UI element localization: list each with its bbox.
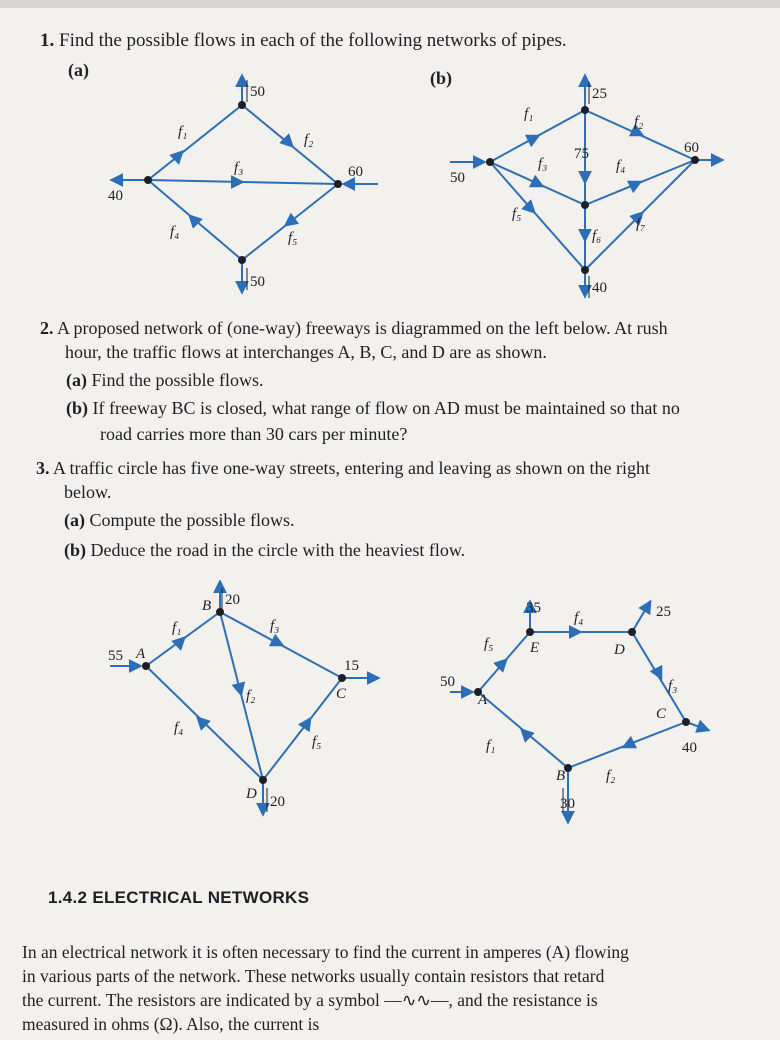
value-E: 35 [526,600,541,616]
q2-part-b: (b) If freeway BC is closed, what range of flow on AD must be maintained so that no [66,398,680,418]
edge-f4 [146,666,263,780]
value-D: 25 [656,604,671,620]
value-A-in: 55 [108,648,123,664]
label-f5: f₅ [484,636,494,652]
question-text: Find the possible flows in each of the following networks of pipes. [59,30,567,51]
edge-f4 [148,180,242,260]
arrow-f1 [180,152,182,154]
pipe-network-a [100,70,400,310]
question-2 [40,318,668,339]
arrow-D-out [632,602,650,632]
value-left: 40 [108,188,123,204]
arrow-f1 [536,136,538,137]
value-left: 50 [450,170,465,186]
value-A-in: 50 [440,674,455,690]
question-number: 1. [40,30,55,51]
value-C-out: 15 [344,658,359,674]
edge-f3 [148,180,338,184]
node-A [142,662,150,670]
value-B-out: 20 [225,592,240,608]
value-right: 60 [684,140,699,156]
label-f2: f₂ [246,688,256,704]
traffic-circle-network [430,580,730,840]
label-f4: f₄ [574,610,584,626]
arrow-f4 [190,216,192,218]
arrow-f3 [540,185,542,186]
freeway-network [100,580,400,830]
label-f1: f₁ [178,124,188,140]
node-top [238,101,246,109]
part-a-label: (a) [68,60,89,80]
node-D [628,628,636,636]
arrow-f2 [624,746,626,747]
label-f2: f₂ [606,768,616,784]
label-f3: f₃ [538,156,548,172]
node-D [259,776,267,784]
edge-f1 [148,105,242,180]
question-text-line2: below. [64,482,112,502]
part-b-label: (b) [430,68,452,88]
node-right [334,180,342,188]
value-right: 60 [348,164,363,180]
node-B [564,764,572,772]
arrow-f3 [660,676,661,678]
node-B [216,608,224,616]
label-D: D [614,642,625,658]
value-D-out: 20 [270,794,285,810]
label-f4: f₄ [174,720,184,736]
question-text-line1: A proposed network of (one-way) freeways is diagrammed on the left below. At rush [57,318,668,338]
arrow-f5 [286,222,290,225]
q3-part-a: (a) Compute the possible flows. [64,510,295,530]
section-heading: 1.4.2 ELECTRICAL NETWORKS [48,888,310,907]
paragraph-line-1: In an electrical network it is often necessary to find the current in amperes (A) flowing [22,942,629,962]
arrow-f5 [532,210,534,212]
arrow-f4 [198,718,200,720]
value-top: 50 [250,84,265,100]
label-f6: f₆ [592,228,602,244]
pipe-network-b [440,70,730,310]
arrow-f1 [522,730,524,732]
label-f5: f₅ [312,734,322,750]
node-C [338,674,346,682]
label-f2: f₂ [304,132,314,148]
edge-f2 [568,722,686,768]
label-A: A [478,692,488,708]
question-3 [36,458,650,479]
node-right [691,156,699,164]
value-B: 30 [560,796,575,812]
label-B: B [556,768,566,784]
node-middle [581,201,589,209]
question-number: 3. [36,458,50,478]
question-text-line2: hour, the traffic flows at interchanges A, B, C, and D are as shown. [65,342,547,362]
label-f1: f₁ [524,106,534,122]
label-B: B [202,598,212,614]
value-center: 75 [574,146,589,162]
arrow-f1 [182,638,184,640]
value-bottom: 50 [250,274,265,290]
label-C: C [336,686,347,702]
label-E: E [530,640,540,656]
arrow-f5 [504,660,506,662]
clipped-header [0,0,780,8]
node-top [581,106,589,114]
label-f3: f₃ [270,618,280,634]
question-number: 2. [40,318,54,338]
edge-f5 [263,678,342,780]
question-text-line1: A traffic circle has five one-way streets, entering and leaving as shown on the right [53,458,650,478]
label-D: D [246,786,257,802]
question-1 [40,30,567,52]
arrow-f3 [280,644,282,645]
paragraph-line-2: in various parts of the network. These networks usually contain resistors that retard [22,966,605,986]
arrow-f7 [640,213,642,215]
label-C: C [656,706,667,722]
label-f7: f₇ [636,216,646,232]
node-left [486,158,494,166]
node-E [526,628,534,636]
arrow-f2 [240,690,241,694]
node-C [682,718,690,726]
paragraph-line-3: the current. The resistors are indicated by a symbol —∿∿—, and the resistance is [22,990,598,1010]
q2-part-b-line2: road carries more than 30 cars per minute? [100,424,408,444]
node-left [144,176,152,184]
label-f2: f₂ [634,114,644,130]
value-bottom: 40 [592,280,607,296]
edge-f2 [220,612,263,780]
arrow-f2 [640,134,642,135]
label-f1: f₁ [172,620,182,636]
node-bottom [581,266,589,274]
label-f5: f₅ [288,230,298,246]
q2-part-a: (a) Find the possible flows. [66,370,264,390]
label-f3: f₃ [234,160,244,176]
label-f5: f₅ [512,206,522,222]
paragraph-line-4: measured in ohms (Ω). Also, the current is [22,1014,320,1034]
node-bottom [238,256,246,264]
label-f4: f₄ [616,158,626,174]
q3-part-b: (b) Deduce the road in the circle with the heaviest flow. [64,540,466,560]
value-C: 40 [682,740,697,756]
arrow-f5 [308,719,310,722]
label-A: A [136,646,146,662]
label-f4: f₄ [170,224,180,240]
label-f1: f₁ [486,738,496,754]
value-top: 25 [592,86,607,102]
edge-f5 [490,162,585,270]
label-f3: f₃ [668,678,678,694]
arrow-f2 [290,144,292,146]
